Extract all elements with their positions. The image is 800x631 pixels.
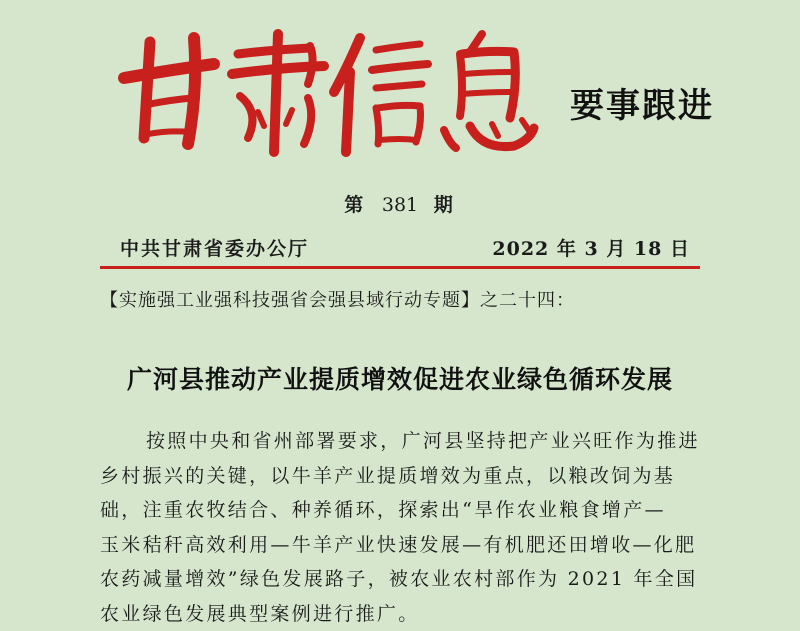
section-label: 要事跟进	[570, 78, 714, 127]
topic-line: 【实施强工业强科技强省会强县域行动专题】之二十四：	[100, 286, 575, 312]
issue-suffix: 期	[434, 194, 456, 216]
masthead-char-1	[124, 38, 214, 144]
body-line: 乡村振兴的关键，以牛羊产业提质增效为重点，以粮改饲为基	[100, 459, 700, 494]
issue-prefix: 第	[344, 194, 366, 216]
publisher-row	[100, 234, 700, 261]
article-headline: 广河县推动产业提质增效促进农业绿色循环发展	[0, 360, 800, 396]
body-line: 农药减量增效”绿色发展路子，被农业农村部作为 2021 年全国	[100, 562, 700, 597]
body-line: 农业绿色发展典型案例进行推广。	[100, 597, 700, 631]
masthead-calligraphy	[110, 20, 550, 170]
issue-number-value: 381	[382, 194, 418, 216]
publisher-name: 中共甘肃省委办公厅	[100, 234, 309, 261]
article-body	[100, 424, 700, 631]
header-divider	[100, 266, 700, 269]
issue-number	[0, 190, 800, 217]
publish-date: 2022 年 3 月 18 日	[492, 234, 700, 261]
masthead-logo	[110, 20, 550, 170]
masthead-char-4	[444, 34, 534, 148]
body-line: 按照中央和省州部署要求，广河县坚持把产业兴旺作为推进	[100, 424, 700, 459]
body-line: 础，注重农牧结合、种养循环，探索出“旱作农业粮食增产—	[100, 493, 700, 528]
masthead-char-2	[232, 34, 324, 152]
body-line: 玉米秸秆高效利用—牛羊产业快速发展—有机肥还田增收—化肥	[100, 528, 700, 563]
masthead-char-3	[334, 38, 428, 152]
